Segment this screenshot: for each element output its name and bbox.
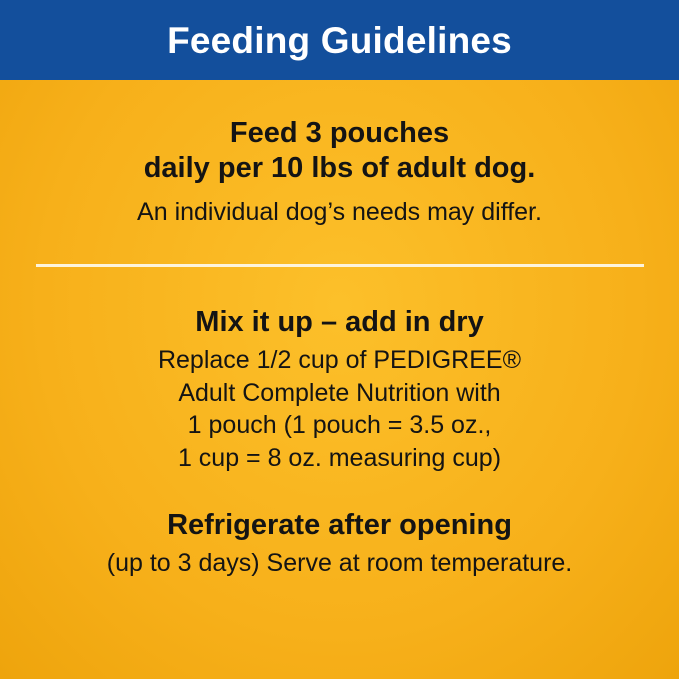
feeding-headline-line-1: Feed 3 pouches (229, 117, 450, 149)
feeding-note: An individual dog’s needs may differ. (137, 197, 542, 226)
mix-line-4: 1 cup = 8 oz. measuring cup) (177, 443, 502, 472)
page-title: Feeding Guidelines (167, 19, 512, 61)
mix-headline: Mix it up – add in dry (195, 306, 484, 338)
section-divider (36, 264, 644, 267)
storage-note: (up to 3 days) Serve at room temperature. (106, 548, 573, 577)
storage-section (0, 508, 679, 579)
header-bar (0, 0, 679, 80)
storage-headline: Refrigerate after opening (167, 509, 512, 542)
feeding-headline-line-2: daily per 10 lbs of adult dog. (143, 152, 536, 185)
mix-line-2: Adult Complete Nutrition with (178, 378, 501, 407)
mix-line-3: 1 pouch (1 pouch = 3.5 oz., (187, 411, 492, 440)
mix-it-up-section (0, 305, 679, 474)
mix-line-1: Replace 1/2 cup of PEDIGREE® (157, 346, 522, 375)
feeding-amount-section (0, 80, 679, 228)
guidelines-content (0, 80, 679, 679)
